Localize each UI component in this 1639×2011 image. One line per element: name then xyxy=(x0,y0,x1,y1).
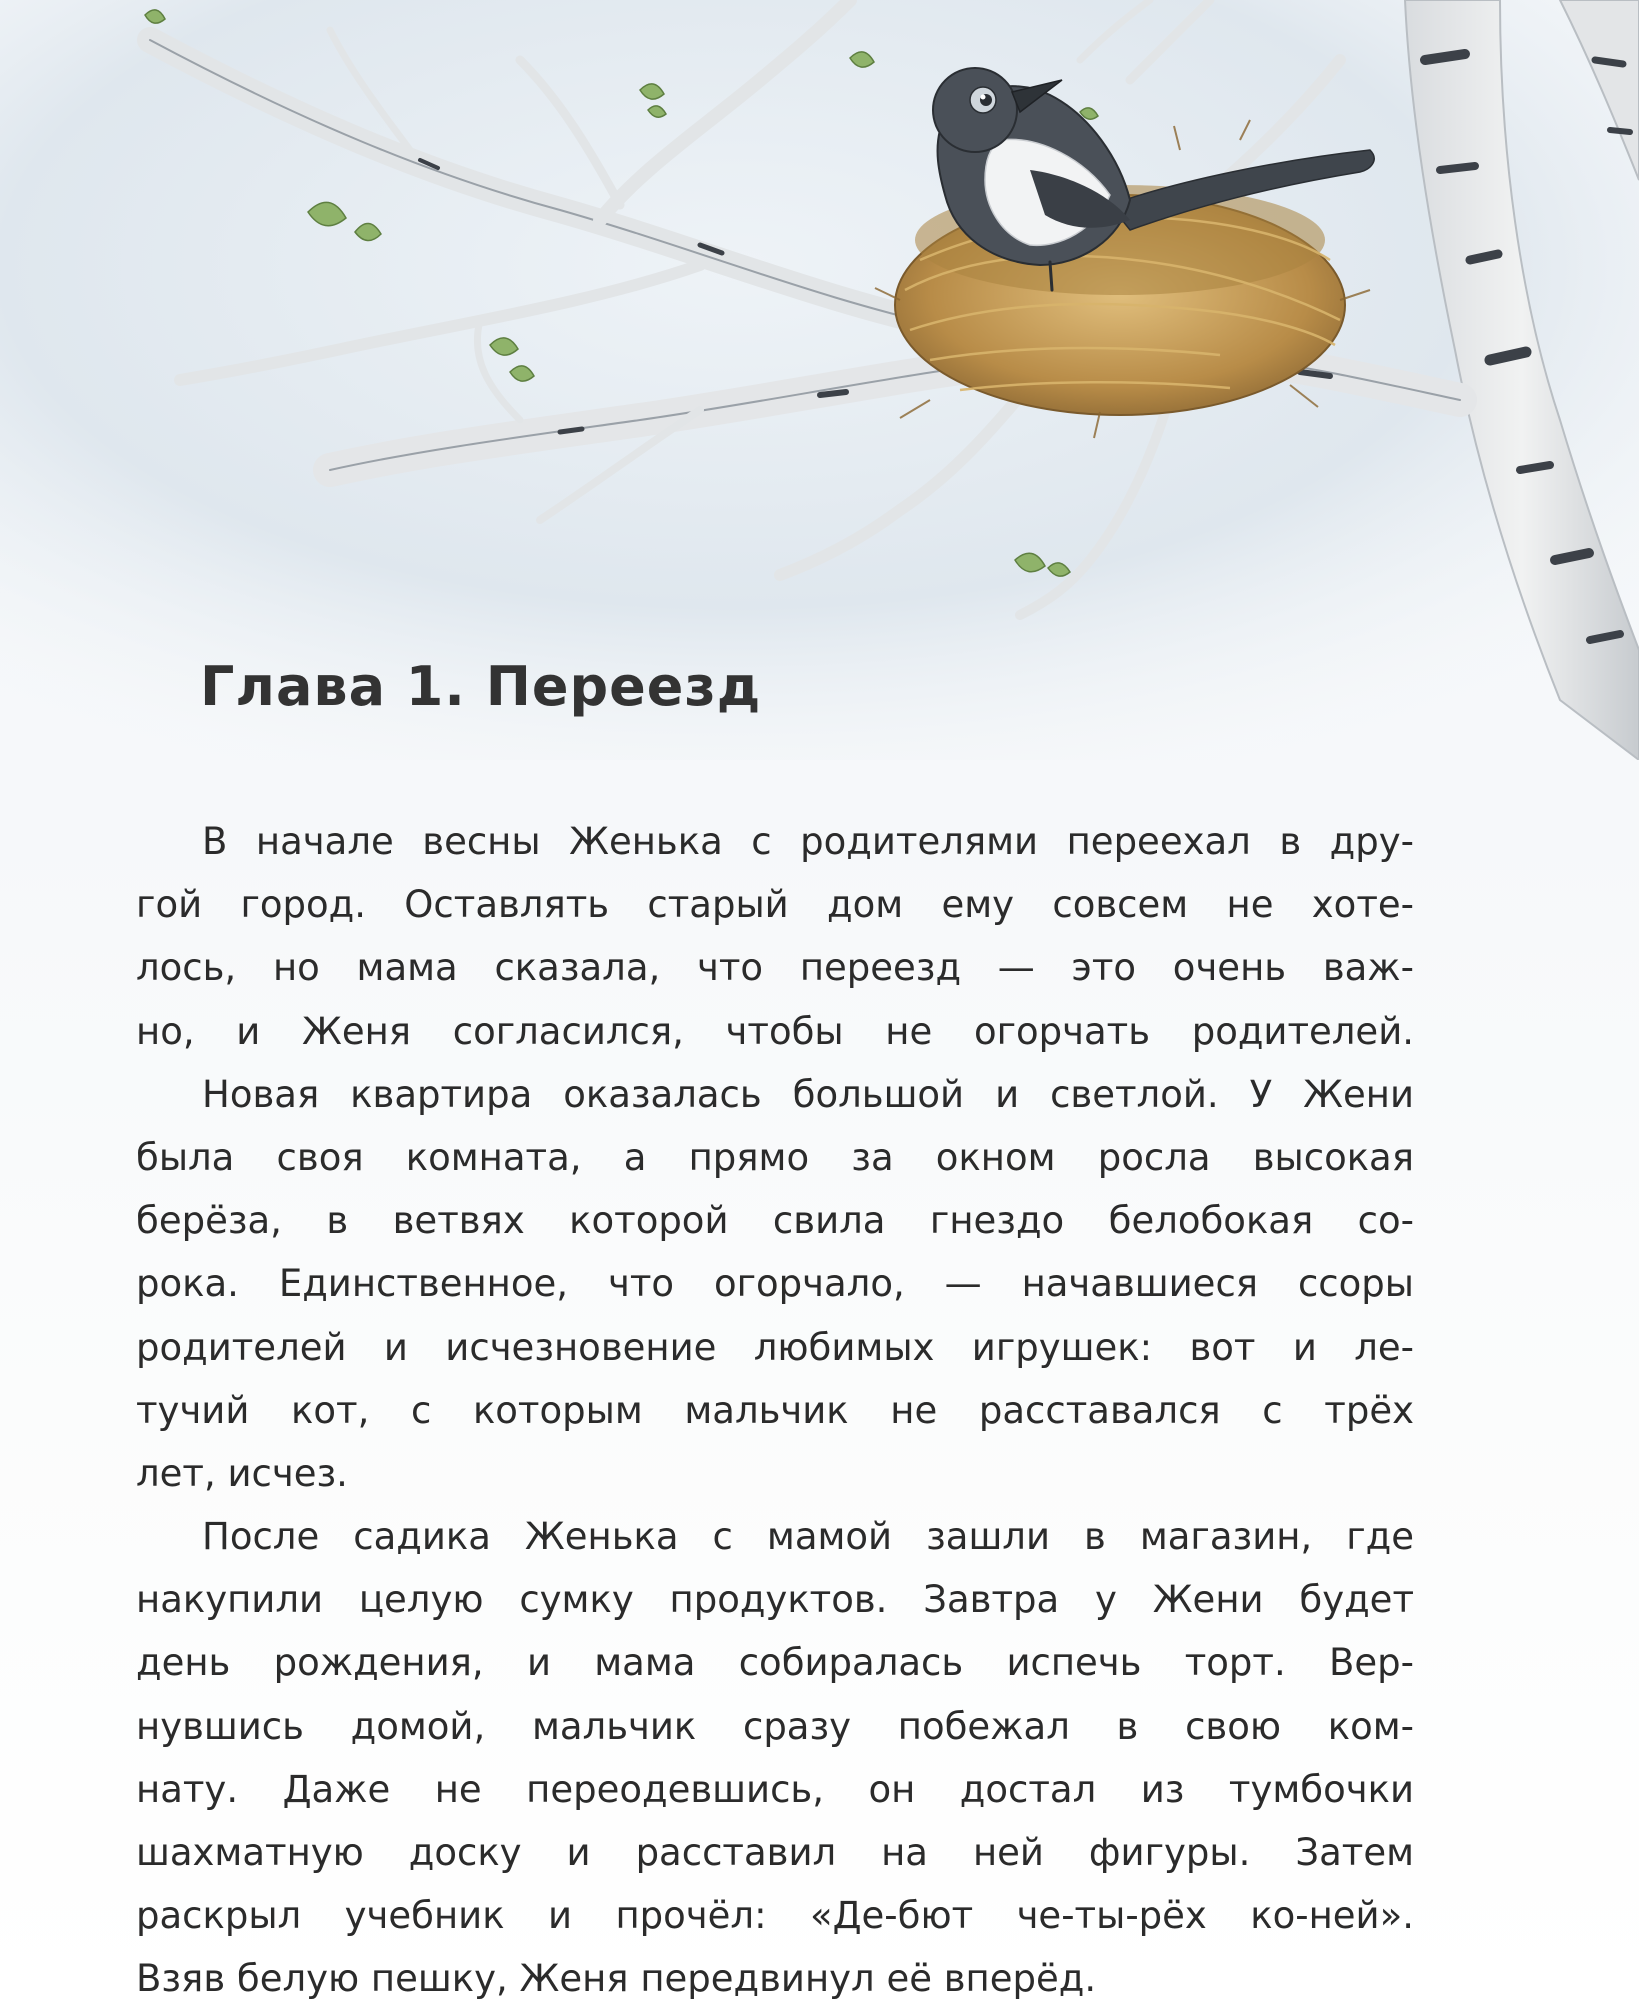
text-line: шахматную доску и расставил на ней фигуры. Затем xyxy=(136,1831,1414,1874)
text-line: В начале весны Женька с родителями переехал в дру- xyxy=(202,820,1414,863)
magpie-nest-illustration xyxy=(0,0,1639,760)
text-line: Новая квартира оказалась большой и светлой. У Жени xyxy=(202,1072,1414,1116)
text-line: гой город. Оставлять старый дом ему совсем не хоте- xyxy=(136,883,1414,927)
text-line: родителей и исчезновение любимых игрушек: вот и ле- xyxy=(136,1325,1414,1369)
paragraph-3 xyxy=(136,1505,1414,2011)
text-line: но, и Женя согласился, чтобы не огорчать родителей. xyxy=(136,1009,1414,1053)
text-line: день рождения, и мама собиралась испечь торт. Вер- xyxy=(136,1641,1414,1685)
text-line: рока. Единственное, что огорчало, — начавшиеся ссоры xyxy=(136,1262,1414,1306)
text-line: была своя комната, а прямо за окном росла высокая xyxy=(136,1135,1414,1179)
text-line: После садика Женька с мамой зашли в магазин, где xyxy=(202,1515,1414,1559)
chapter-title: Глава 1. Переезд xyxy=(200,655,762,718)
text-line: раскрыл учебник и прочёл: «Де-бют че-ты-рёх ко-ней». xyxy=(136,1894,1414,1938)
text-line: лет, исчез. xyxy=(136,1451,348,1495)
text-line: накупили целую сумку продуктов. Завтра у Жени будет xyxy=(136,1578,1414,1622)
text-line: Взяв белую пешку, Женя передвинул её вперёд. xyxy=(136,1957,1097,2001)
paragraph-1 xyxy=(136,810,1414,1063)
paragraph-2 xyxy=(136,1063,1414,1505)
text-line: лось, но мама сказала, что переезд — это очень важ- xyxy=(136,946,1414,990)
text-line: нувшись домой, мальчик сразу побежал в свою ком- xyxy=(136,1704,1414,1748)
text-line: тучий кот, с которым мальчик не расставался с трёх xyxy=(136,1388,1414,1432)
chapter-text xyxy=(136,810,1414,2011)
text-line: берёза, в ветвях которой свила гнездо белобокая со- xyxy=(136,1199,1414,1243)
text-line: нату. Даже не переодевшись, он достал из тумбочки xyxy=(136,1767,1414,1811)
